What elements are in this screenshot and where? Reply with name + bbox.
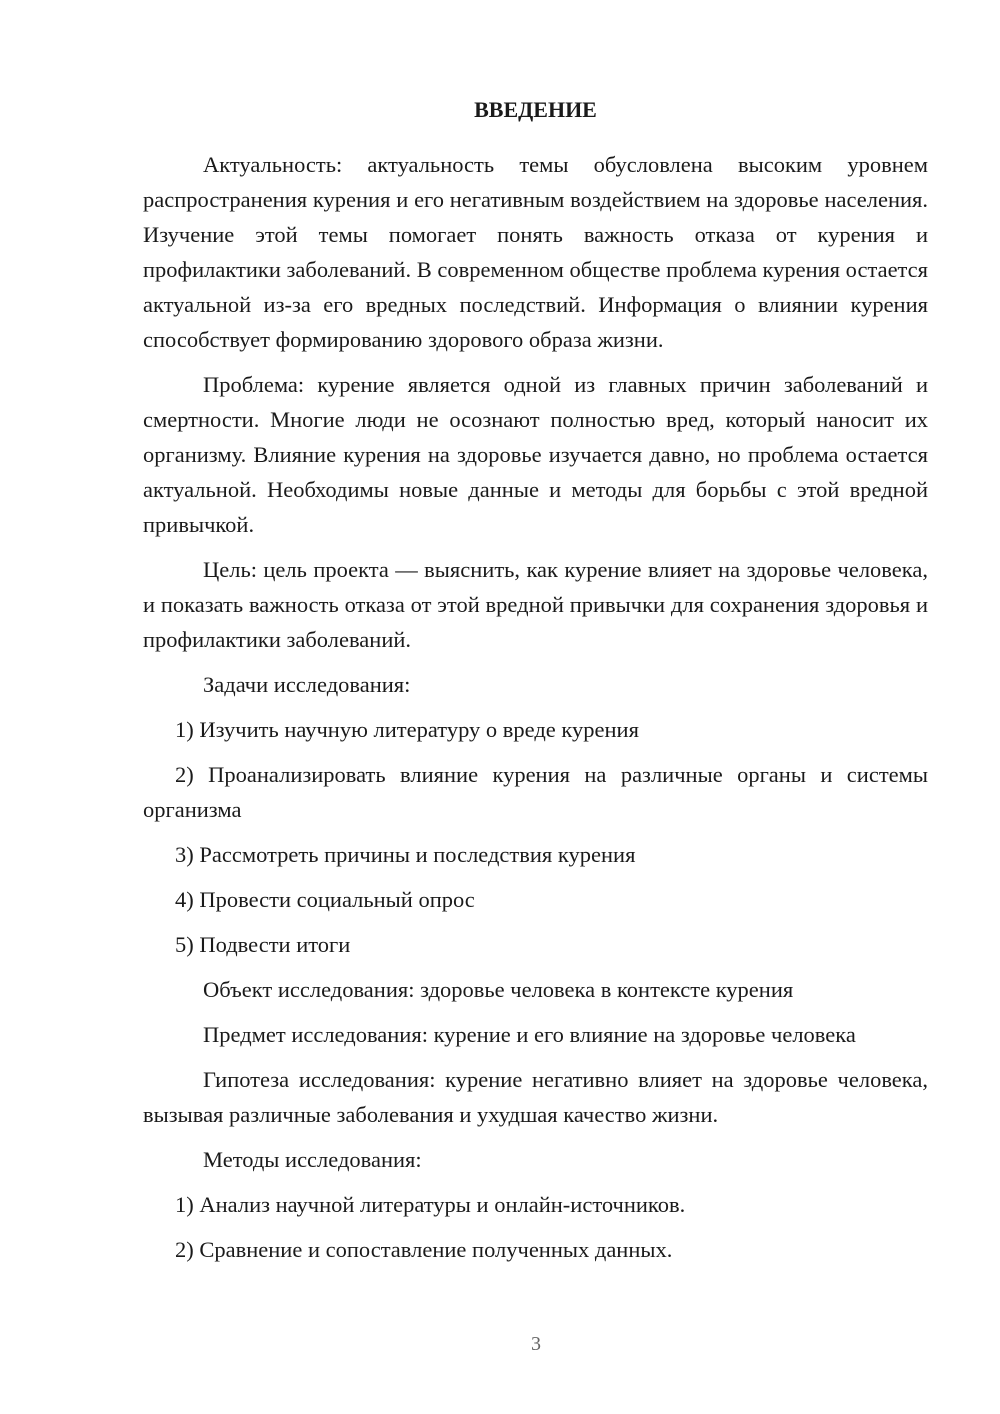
list-item-method-1: 1) Анализ научной литературы и онлайн-источников. <box>175 1192 686 1217</box>
paragraph-goal: Цель: цель проекта — выяснить, как курение влияет на здоровье человека, и показать важность отказа от этой вредной привычки для сохранения здоровья и профилактики заболеваний. <box>143 557 928 652</box>
paragraph-hypothesis: Гипотеза исследования: курение негативно влияет на здоровье человека, вызывая различные заболевания и ухудшая качество жизни. <box>143 1067 928 1127</box>
list-item-task-2: 2) Проанализировать влияние курения на различные органы и системы организма <box>143 762 928 822</box>
list-item-task-1: 1) Изучить научную литературу о вреде курения <box>175 717 639 742</box>
list-item-task-5: 5) Подвести итоги <box>175 932 351 957</box>
methods-list <box>143 1187 928 1267</box>
page-number: 3 <box>531 1333 541 1355</box>
paragraph-subject: Предмет исследования: курение и его влияние на здоровье человека <box>203 1022 856 1047</box>
list-item-task-3: 3) Рассмотреть причины и последствия курения <box>175 842 636 867</box>
list-item-method-2: 2) Сравнение и сопоставление полученных данных. <box>175 1237 673 1262</box>
document-page <box>143 92 928 1277</box>
paragraph-problem: Проблема: курение является одной из главных причин заболеваний и смертности. Многие люди не осознают полностью вред, который наносит их организму. Влияние курения на здоровье изучается давно, но проблема остается актуальной. Необходимы новые данные и методы для борьбы с этой вредной привычкой. <box>143 372 928 537</box>
paragraph-object: Объект исследования: здоровье человека в контексте курения <box>203 977 794 1002</box>
tasks-heading: Задачи исследования: <box>203 672 411 697</box>
list-item-task-4: 4) Провести социальный опрос <box>175 887 475 912</box>
paragraph-relevance: Актуальность: актуальность темы обусловлена высоким уровнем распространения курения и его негативным воздействием на здоровье населения. Изучение этой темы помогает понять важность отказа от курения и профилактики заболеваний. В современном обществе проблема курения остается актуальной из-за его вредных последствий. Информация о влиянии курения способствует формированию здорового образа жизни. <box>143 152 928 352</box>
page-title: ВВЕДЕНИЕ <box>474 97 597 122</box>
methods-heading: Методы исследования: <box>203 1147 422 1172</box>
tasks-list <box>143 712 928 962</box>
